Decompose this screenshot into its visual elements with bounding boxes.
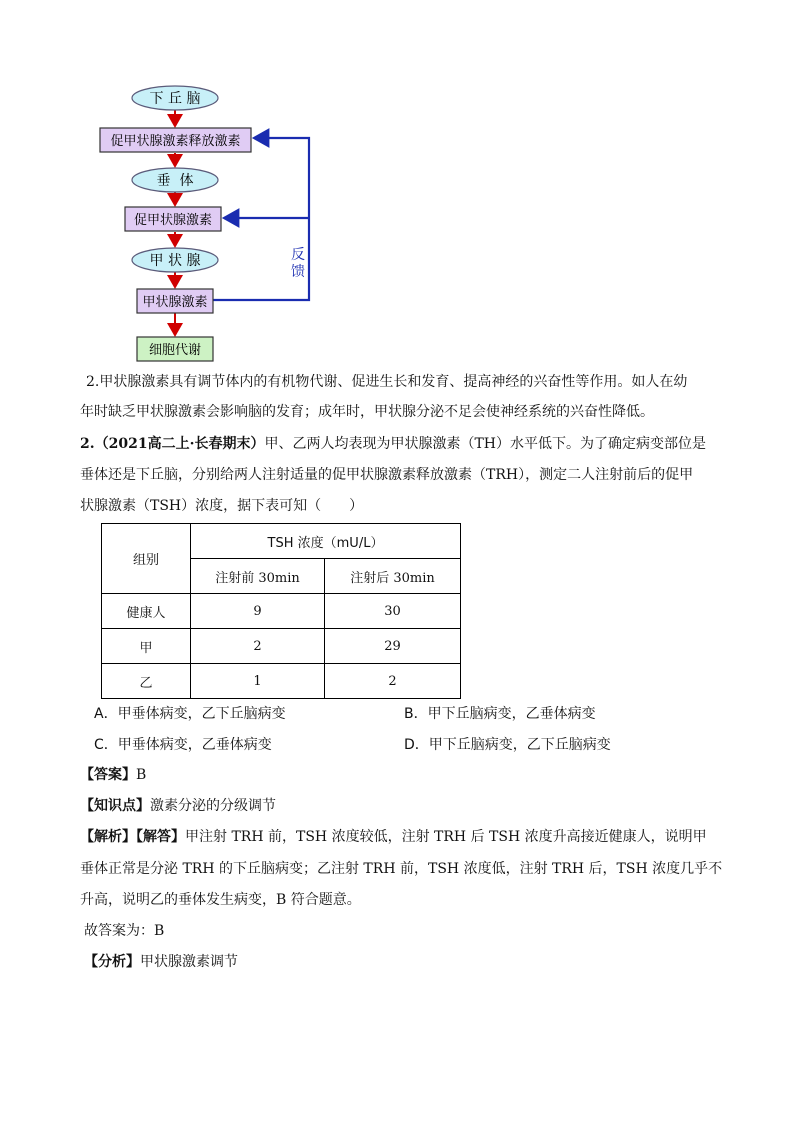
answer-label: 【答案】	[80, 767, 136, 783]
analysis-text: 甲注射 TRH 前，TSH 浓度较低，注射 TRH 后 TSH 浓度升高接近健康人，说明甲	[185, 829, 707, 845]
node-thyroid-label: 甲 状 腺	[149, 253, 201, 269]
node-trh	[100, 128, 251, 152]
node-metabolism	[137, 337, 213, 361]
header-group: 组别	[102, 524, 191, 594]
option-c[interactable]: C．甲垂体病变，乙垂体病变	[94, 737, 272, 753]
knowledge-label: 【知识点】	[80, 798, 150, 814]
analysis-line3: 升高，说明乙的垂体发生病变，B 符合题意。	[80, 892, 361, 908]
table-row	[102, 594, 461, 629]
node-thyroid	[132, 248, 218, 272]
tsh-table	[101, 523, 461, 699]
node-pituitary-label: 垂 体	[156, 173, 194, 189]
cell-after: 30	[325, 594, 461, 629]
analysis2-label: 【分析】	[84, 954, 140, 970]
question-line2: 垂体还是下丘脑，分别给两人注射适量的促甲状腺激素释放激素（TRH），测定二人注射前后的促甲	[80, 467, 694, 483]
para1-line1: 2.甲状腺激素具有调节体内的有机物代谢、促进生长和发育、提高神经的兴奋性等作用。如人在幼	[86, 374, 688, 390]
table-row	[102, 629, 461, 664]
analysis-line1	[80, 827, 730, 847]
option-a[interactable]: A．甲垂体病变，乙下丘脑病变	[94, 706, 286, 722]
node-th-label: 甲状腺激素	[142, 295, 208, 310]
analysis-label: 【解析】【解答】	[80, 829, 185, 845]
node-metabolism-label: 细胞代谢	[148, 343, 202, 358]
answer-line	[80, 765, 730, 785]
header-after: 注射后 30min	[325, 559, 461, 594]
knowledge-value: 激素分泌的分级调节	[150, 798, 276, 814]
conclusion: 故答案为：B	[84, 923, 165, 939]
node-trh-label: 促甲状腺激素释放激素	[110, 134, 241, 149]
node-tsh-label: 促甲状腺激素	[133, 213, 213, 228]
cell-group: 乙	[102, 664, 191, 699]
question-source: （2021高二上·长春期末）	[94, 436, 265, 452]
knowledge-line	[80, 796, 730, 816]
analysis2-value: 甲状腺激素调节	[140, 954, 238, 970]
feedback-label-1: 反	[291, 247, 305, 263]
question-line3: 状腺激素（TSH）浓度，据下表可知（ ）	[80, 498, 364, 514]
node-th	[137, 289, 213, 313]
header-before: 注射前 30min	[191, 559, 325, 594]
cell-after: 2	[325, 664, 461, 699]
node-tsh	[125, 207, 221, 231]
cell-group: 健康人	[102, 594, 191, 629]
thyroid-regulation-diagram	[0, 0, 794, 380]
header-tsh: TSH 浓度（mU/L）	[191, 524, 461, 559]
cell-after: 29	[325, 629, 461, 664]
feedback-label-2: 馈	[291, 264, 305, 280]
question-text: 甲、乙两人均表现为甲状腺激素（TH）水平低下。为了确定病变部位是	[264, 436, 707, 452]
cell-before: 1	[191, 664, 325, 699]
node-hypothalamus-label: 下 丘 脑	[149, 91, 201, 107]
analysis2-line	[84, 952, 734, 972]
option-b[interactable]: B．甲下丘脑病变，乙垂体病变	[404, 706, 596, 722]
node-hypothalamus	[132, 86, 218, 110]
question-line1	[80, 434, 730, 454]
para1-line2: 年时缺乏甲状腺激素会影响脑的发育；成年时，甲状腺分泌不足会使神经系统的兴奋性降低。	[80, 404, 654, 420]
answer-value: B	[136, 767, 147, 783]
question-number: 2.	[80, 436, 95, 452]
cell-before: 2	[191, 629, 325, 664]
option-d[interactable]: D．甲下丘脑病变，乙下丘脑病变	[404, 737, 611, 753]
cell-group: 甲	[102, 629, 191, 664]
table-row	[102, 664, 461, 699]
analysis-line2: 垂体正常是分泌 TRH 的下丘脑病变；乙注射 TRH 前，TSH 浓度低，注射 TRH 后，TSH 浓度几乎不	[80, 861, 723, 877]
cell-before: 9	[191, 594, 325, 629]
node-pituitary	[132, 168, 218, 192]
